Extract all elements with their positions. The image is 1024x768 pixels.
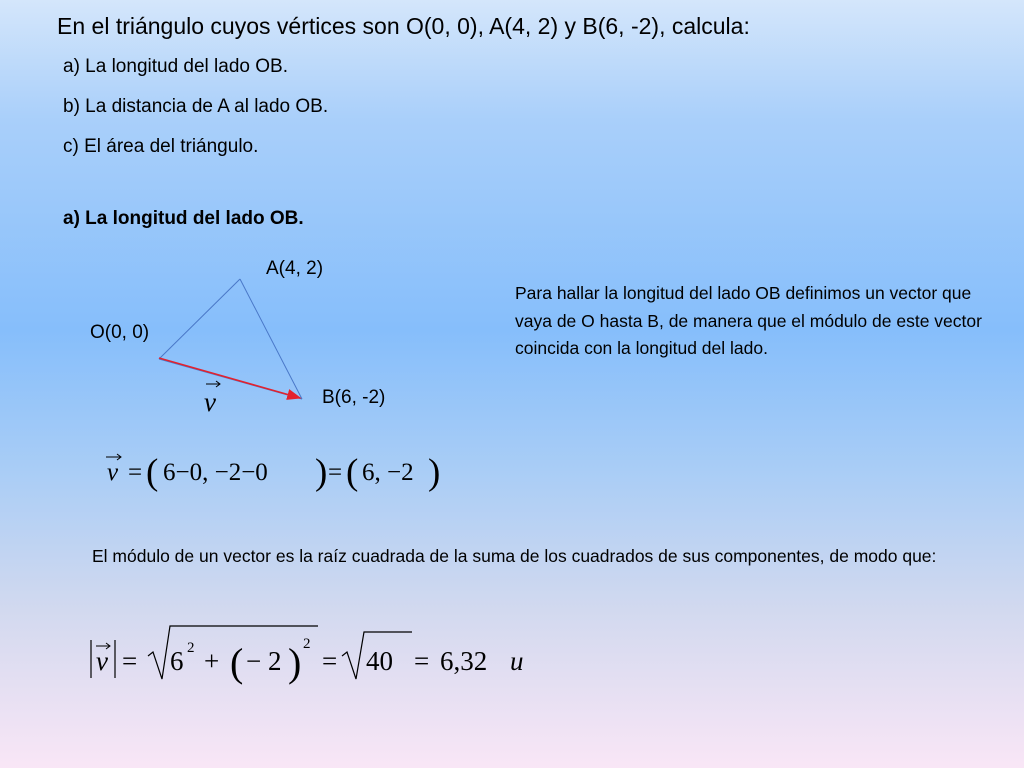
formula-paren-open-1: ( [146,452,159,493]
module-result: 6,32 [440,646,488,676]
module-plus: + [204,646,220,676]
question-c: c) El área del triángulo. [63,136,259,157]
module-equals-2: = [322,646,338,676]
formula-vector-lhs: v [107,459,119,486]
module-equals-1: = [122,646,138,676]
module-exp-1: 2 [187,640,195,656]
module-formula-lhs: v [96,646,108,676]
formula-paren-open-2: ( [346,452,359,493]
vector-formula [106,452,440,493]
module-base-1: 6 [170,646,184,676]
vector-v-arrow [159,358,300,398]
module-equals-3: = [414,646,430,676]
module-formula [91,626,524,685]
slide-title: En el triángulo cuyos vértices son O(0, 0), A(4, 2) y B(6, -2), calcula: [57,13,750,39]
module-explanation-paragraph: El módulo de un vector es la raíz cuadrada de la suma de los cuadrados de sus componentes, de modo que: [92,546,937,566]
module-exp-2: 2 [303,636,311,652]
formula-paren-close-1: ) [315,452,328,493]
formula-paren-close-2: ) [428,452,441,493]
question-b: b) La distancia de A al lado OB. [63,96,329,117]
section-heading: a) La longitud del lado OB. [63,208,304,229]
module-base-2: − 2 [246,646,282,676]
module-paren-open: ( [230,640,244,685]
vertex-a-label: A(4, 2) [266,258,324,279]
vertex-o-label: O(0, 0) [90,322,150,343]
module-paren-close: ) [288,640,302,685]
vector-label: v [204,387,216,417]
formula-vector-result: 6, −2 [362,459,414,486]
formula-vector-expression: 6−0, −2−0 [163,459,268,486]
module-radicand: 40 [366,646,393,676]
formula-equals-1: = [128,459,143,486]
module-unit: u [510,646,524,676]
side-ab [240,279,302,399]
explanation-paragraph: Para hallar la longitud del lado OB definimos un vector que vaya de O hasta B, de manera que el módulo de este vector coincida con la longitud del lado. [515,283,982,358]
question-a: a) La longitud del lado OB. [63,56,288,77]
vertex-b-label: B(6, -2) [322,387,386,408]
formula-equals-2: = [328,459,343,486]
side-oa [159,279,240,359]
